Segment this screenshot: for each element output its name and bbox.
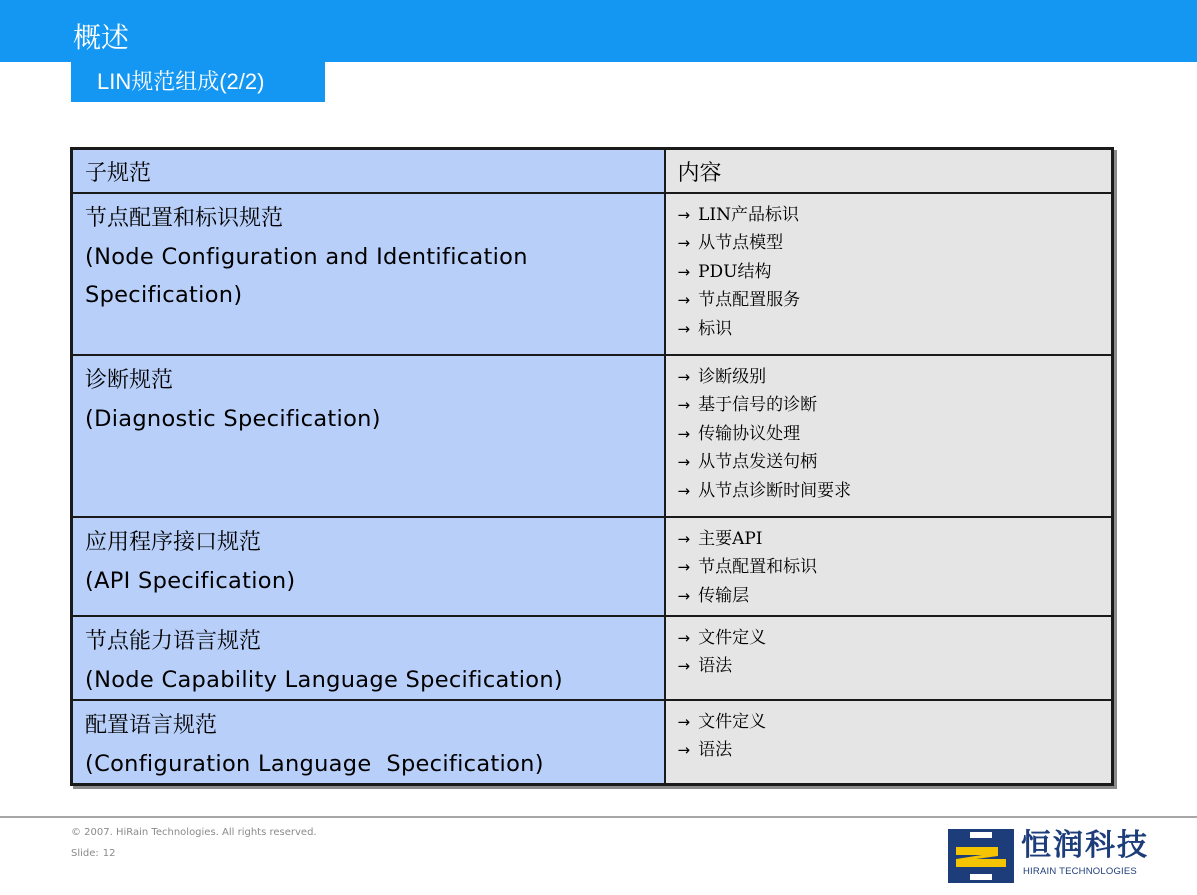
list-item: → 从节点模型 [677,233,784,254]
spec-name-en: (API Specification) [85,567,296,594]
hirain-logo-icon [948,829,1014,883]
arrow-right-icon: → [677,586,691,605]
arrow-right-icon: → [677,453,691,472]
company-logo-text: 恒润科技 [1021,828,1149,863]
column-header-content: 内容 [665,149,1113,193]
list-item: → 节点配置和标识 [677,557,818,578]
arrow-right-icon: → [677,741,691,760]
spec-content-cell [665,355,1113,517]
spec-name-en: Specification) [85,281,243,308]
arrow-right-icon: → [677,712,691,731]
table-row [72,517,1113,616]
list-item: → 语法 [677,740,733,761]
spec-name-zh: 诊断规范 [85,367,174,393]
spec-content-cell [665,616,1113,700]
list-item: → 从节点发送句柄 [677,452,818,473]
list-item: → 传输层 [677,585,750,606]
list-item: → 语法 [677,656,733,677]
arrow-right-icon: → [677,657,691,676]
arrow-right-icon: → [677,234,691,253]
list-item: → 传输协议处理 [677,423,801,444]
list-item: → 文件定义 [677,627,767,648]
spec-name-en: (Configuration Language Specification) [85,750,544,777]
arrow-right-icon: → [677,291,691,310]
list-item: → 从节点诊断时间要求 [677,480,852,501]
spec-name-cell [72,193,665,355]
arrow-right-icon: → [677,262,691,281]
spec-name-zh: 节点配置和标识规范 [85,205,284,231]
table-header-row [72,149,1113,193]
title-bar [0,0,1197,62]
arrow-right-icon: → [677,628,691,647]
table-row [72,700,1113,785]
spec-table [70,147,1114,786]
spec-name-en: (Node Configuration and Identification [85,243,528,270]
arrow-right-icon: → [677,205,691,224]
list-item: → PDU结构 [677,261,772,282]
arrow-right-icon: → [677,558,691,577]
list-item: → 主要API [677,528,763,549]
column-header-subspec: 子规范 [72,149,665,193]
footer-divider [0,816,1197,818]
arrow-right-icon: → [677,529,691,548]
spec-name-cell [72,616,665,700]
slide-number: Slide: 12 [71,848,116,859]
page-title: 概述 [73,21,130,54]
spec-name-zh: 节点能力语言规范 [85,628,262,654]
list-item: → 标识 [677,318,733,339]
spec-name-zh: 配置语言规范 [85,712,218,738]
arrow-right-icon: → [677,424,691,443]
table-row [72,616,1113,700]
spec-name-zh: 应用程序接口规范 [85,529,262,555]
spec-content-cell [665,517,1113,616]
arrow-right-icon: → [677,396,691,415]
spec-name-cell [72,355,665,517]
spec-content-cell [665,193,1113,355]
list-item: → 文件定义 [677,711,767,732]
copyright-text: © 2007. HiRain Technologies. All rights reserved. [71,827,317,838]
spec-name-cell [72,700,665,785]
list-item: → LIN产品标识 [677,204,799,225]
list-item: → 节点配置服务 [677,290,801,311]
arrow-right-icon: → [677,481,691,500]
table-row [72,193,1113,355]
arrow-right-icon: → [677,367,691,386]
spec-name-en: (Node Capability Language Specification) [85,666,563,693]
list-item: → 诊断级别 [677,366,767,387]
spec-name-cell [72,517,665,616]
spec-name-en: (Diagnostic Specification) [85,405,381,432]
company-logo-subtext: HIRAIN TECHNOLOGIES [1023,866,1137,877]
spec-content-cell [665,700,1113,785]
list-item: → 基于信号的诊断 [677,395,818,416]
table-row [72,355,1113,517]
arrow-right-icon: → [677,319,691,338]
section-subtitle: LIN规范组成(2/2) [71,62,325,102]
